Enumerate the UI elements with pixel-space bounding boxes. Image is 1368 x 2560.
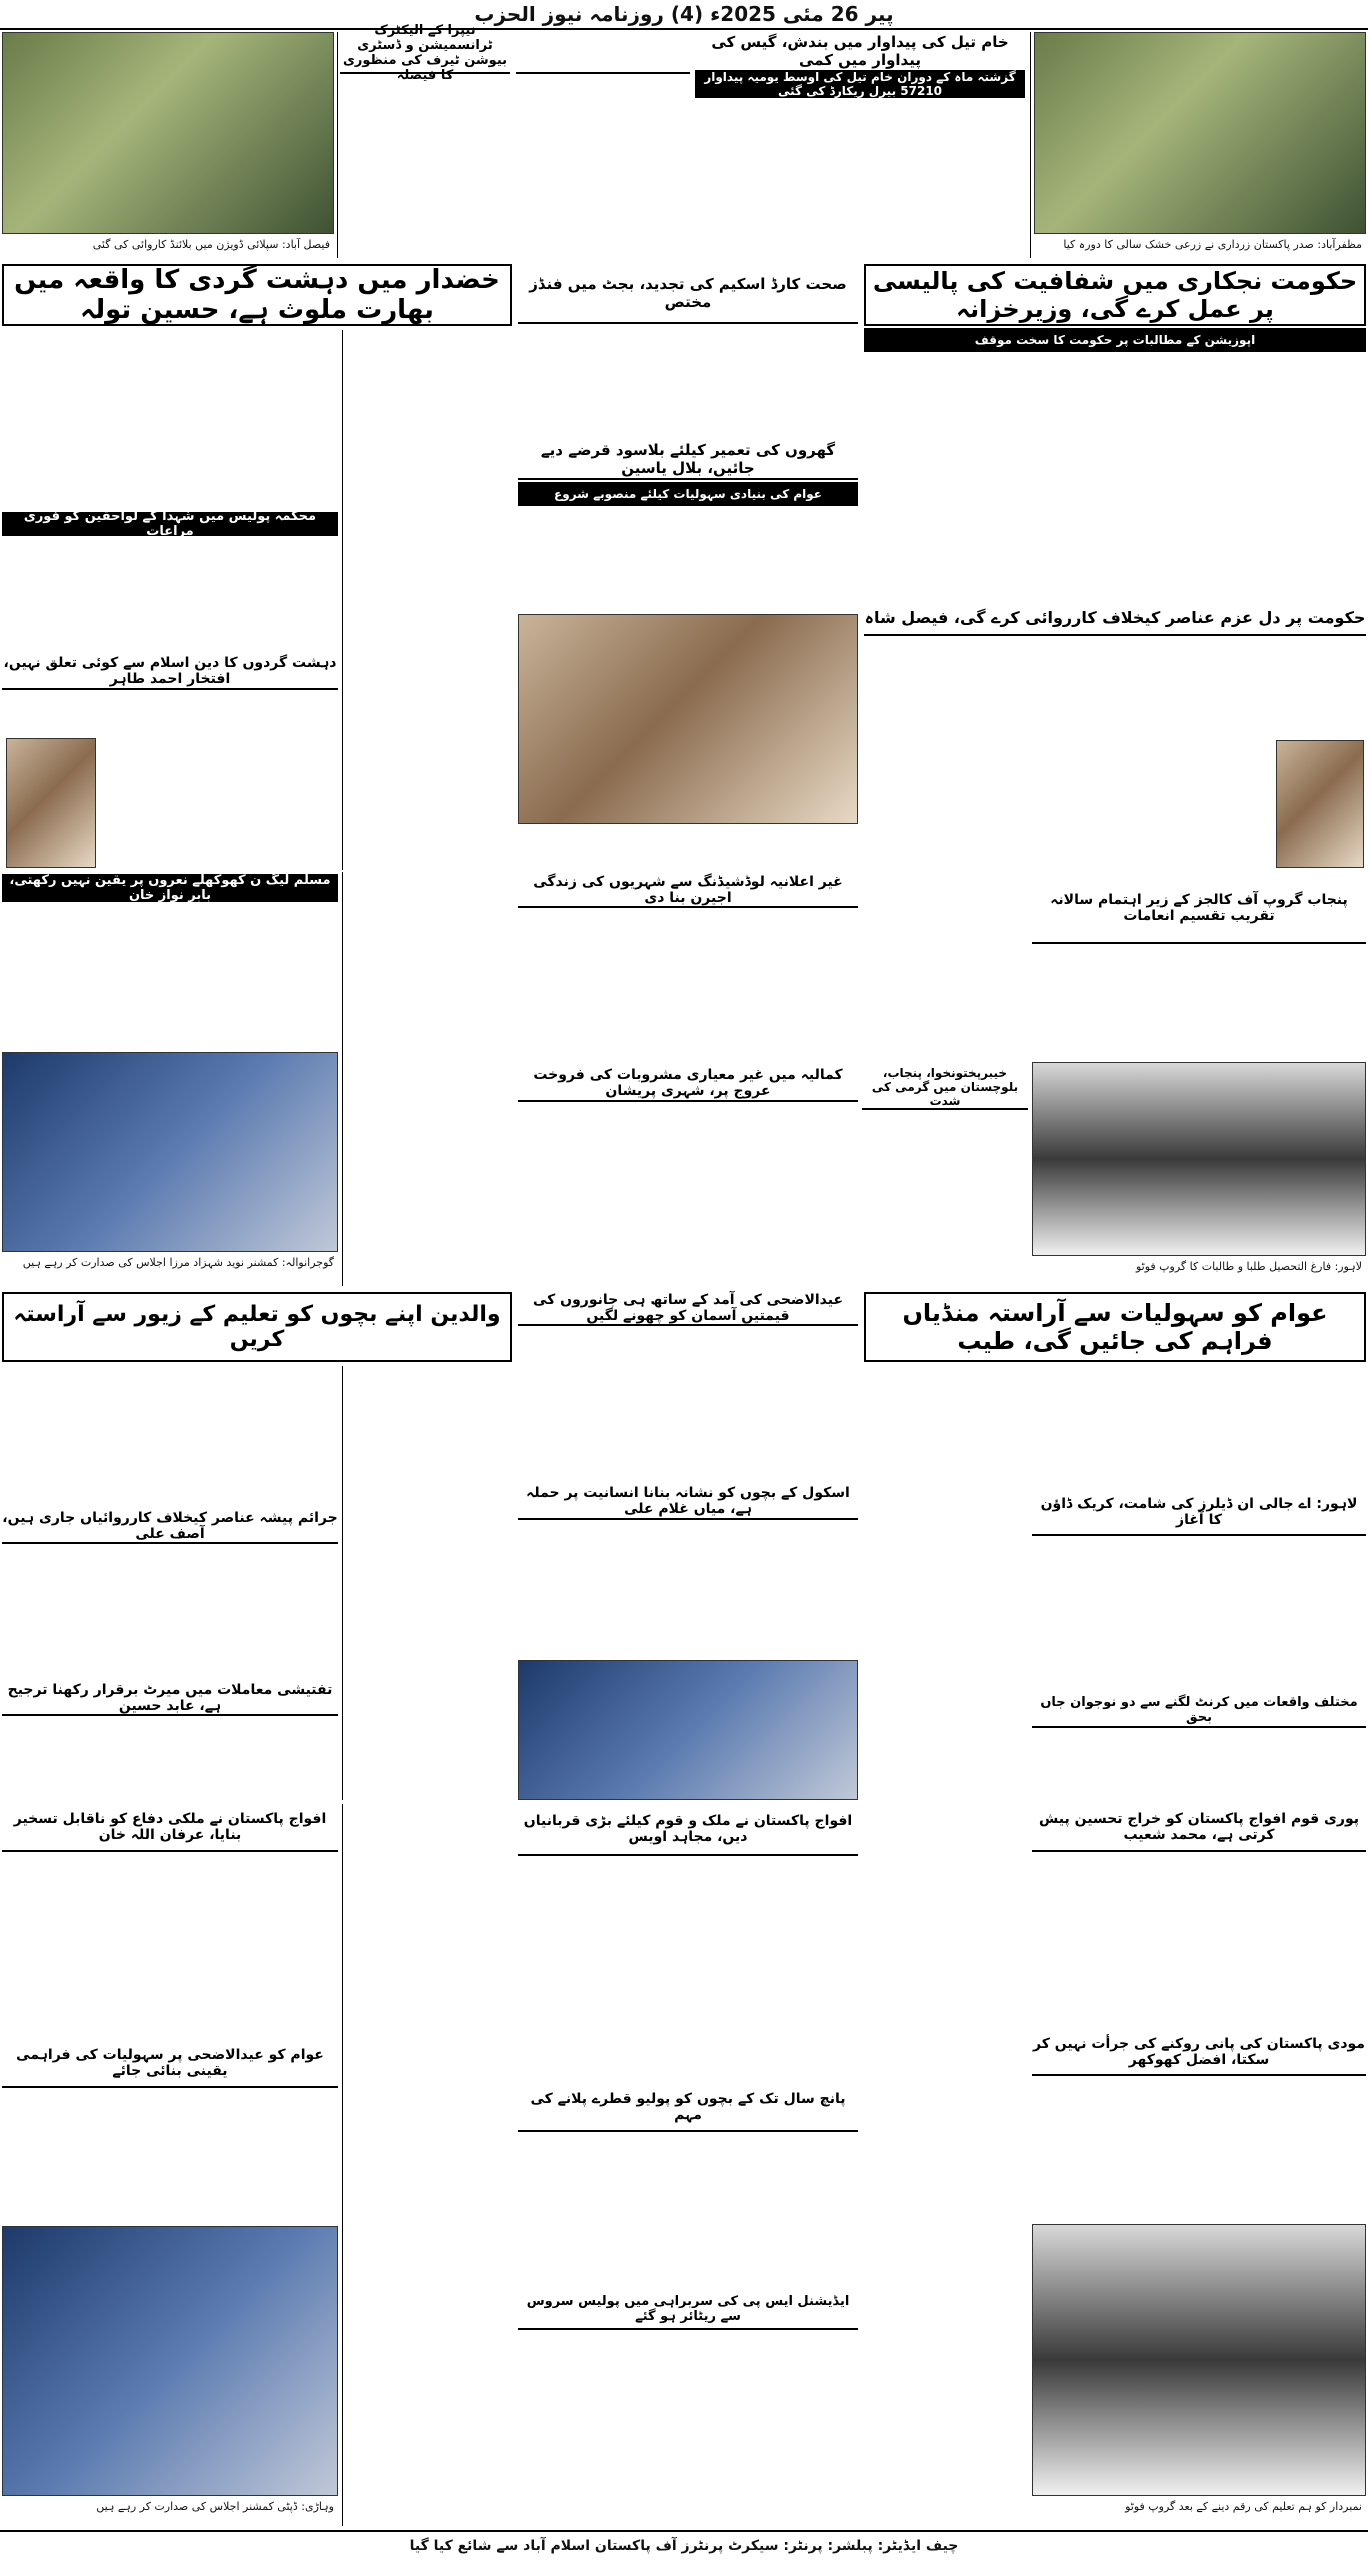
- article-body: [518, 1106, 858, 1284]
- article-body: [346, 874, 514, 1284]
- photo-award-ceremony: [1032, 2224, 1366, 2496]
- article-body: [518, 912, 858, 1062]
- article-body: [864, 640, 1272, 868]
- photo-graduates: [1032, 1062, 1366, 1256]
- headline-crackdown: لاہور: اے جالی ان ڈیلرز کی شامت، کریک ڈاؤن کا آغاز: [1032, 1490, 1366, 1536]
- headline-criminals-action: جرائم پیشہ عناصر کیخلاف کارروائیاں جاری ہیں، آصف علی: [2, 1510, 338, 1542]
- headline-polio-campaign: پانچ سال تک کے بچوں کو پولیو قطرے پلانے کی مہم: [518, 2084, 858, 2132]
- article-body: [862, 1112, 1028, 1284]
- headline-cattle-markets: عوام کو سہولیات سے آراستہ منڈیاں فراہم کی جائیں گی، طیب: [864, 1292, 1366, 1362]
- article-body: [346, 1804, 514, 2526]
- article-body: [695, 102, 1025, 258]
- column-rule: [342, 1366, 343, 1800]
- article-body: [1032, 1856, 1366, 2026]
- article-body: [862, 1804, 1028, 2526]
- article-body: [518, 2136, 858, 2286]
- headline-gas-production: خام تیل کی پیداوار میں بندش، گیس کی پیداوار میں کمی: [711, 33, 1009, 69]
- article-body: [1032, 1732, 1366, 1800]
- headline-armed-forces-defence: افواج پاکستان نے ملکی دفاع کو ناقابل تسخیر بنایا، عرفان اللہ خان: [2, 1804, 338, 1852]
- photo-demolition: [2, 32, 334, 234]
- headline-police-martyrs: محکمہ پولیس میں شہدا کے لواحقین کو فوری مراعات: [2, 512, 338, 536]
- article-body: [518, 1860, 858, 2080]
- article-body: [2, 1856, 338, 2036]
- caption-vehari: وہاڑی: ڈپٹی کمشنر اجلاس کی صدارت کر رہے ہیں: [96, 2500, 334, 2513]
- column-rule: [342, 330, 343, 870]
- article-body: [516, 78, 690, 258]
- headline-terrorists-islam: دہشت گردوں کا دین اسلام سے کوئی تعلق نہیں، افتخار احمد طاہر: [2, 654, 338, 690]
- photo-portrait: [6, 738, 96, 868]
- article-body: [2, 904, 338, 1050]
- article-body: [864, 1366, 1366, 1486]
- article-body: [862, 874, 1028, 1064]
- article-body: [518, 1524, 858, 1656]
- article-body: [518, 2334, 858, 2526]
- photo-field-visit: [1034, 32, 1366, 234]
- column-rule: [342, 872, 343, 1286]
- caption-award-ceremony: نمبردار کو ہم تعلیم کی رقم دینے کے بعد گروپ فوٹو: [1125, 2500, 1362, 2513]
- column-rule: [1030, 32, 1031, 258]
- article-body: [518, 1330, 858, 1480]
- headline-parents-education: والدین اپنے بچوں کو تعلیم کے زیور سے آراستہ کریں: [2, 1292, 512, 1362]
- headline-health-card: صحت کارڈ اسکیم کی تجدید، بجٹ میں فنڈز مختص: [518, 264, 858, 324]
- article-body: [340, 78, 510, 258]
- headline-action-elements: حکومت پر دل عزم عناصر کیخلاف کارروائی کرے گی، فیصل شاہ: [864, 600, 1366, 636]
- article-body: [2, 1366, 338, 1506]
- headline-retirement: ایڈیشنل ایس پی کی سربراہی میں پولیس سروس سے ریٹائر ہو گئے: [518, 2290, 858, 2330]
- subhead-gas-production: گزشتہ ماہ کے دوران خام تیل کی اوسط یومیہ پیداوار 57210 بیرل ریکارڈ کی گئی: [695, 70, 1025, 98]
- headline-electrocution: مختلف واقعات میں کرنٹ لگنے سے دو نوجوان جاں بحق: [1032, 1694, 1366, 1728]
- article-body: [2, 540, 338, 650]
- headline-grid-tariff: نیپرا کے الیکٹرک ٹرانسمیشن و ڈسٹری بیوشن ٹیرف کی منظوری کا فیصلہ: [340, 34, 510, 74]
- headline-punjab-colleges: پنجاب گروپ آف کالجز کے زیر اہتمام سالانہ تقریب تقسیم انعامات: [1032, 874, 1366, 944]
- article-body: [346, 330, 514, 870]
- headline-khuzdar: خضدار میں دہشت گردی کا واقعہ میں بھارت ملوث ہے، حسین تولہ: [2, 264, 512, 326]
- headline-school-children: اسکول کے بچوں کو نشانہ بنانا انسانیت پر حملہ ہے، میاں غلام علی: [518, 1484, 858, 1520]
- masthead-title: پیر 26 مئی 2025ء (4) روزنامہ نیوز الحزب: [474, 2, 894, 26]
- article-body: [518, 330, 858, 438]
- article-body: [2, 2092, 338, 2222]
- masthead: [0, 0, 1368, 30]
- headline-loadshedding: غیر اعلانیہ لوڈشیڈنگ سے شہریوں کی زندگی اجیرن بنا دی: [518, 874, 858, 908]
- photo-conference: [518, 1660, 858, 1800]
- photo-vehari-meeting: [2, 2226, 338, 2496]
- article-body: [2, 1548, 338, 1678]
- article-body: [346, 1366, 514, 1800]
- subhead-public-facilities: عوام کی بنیادی سہولیات کیلئے منصوبے شروع: [518, 482, 858, 506]
- headline-investigations-merit: تفتیشی معاملات میں میرٹ برقرار رکھنا ترجیح ہے، عابد حسین: [2, 1682, 338, 1716]
- article-body: [518, 508, 858, 612]
- article-body: [1032, 2080, 1366, 2220]
- article-body: [862, 1490, 1028, 1800]
- photo-meeting-gujranwala: [2, 1052, 338, 1252]
- headline-grid-tariff-cont: [516, 34, 690, 74]
- headline-heatwave: خیبرپختونخوا، پنجاب، بلوچستان میں گرمی کی شدت: [862, 1066, 1028, 1110]
- caption-gujranwala: گوجرانوالہ: کمشنر نوید شہزاد مرزا اجلاس کی صدارت کر رہے ہیں: [22, 1256, 334, 1269]
- article-body: [864, 356, 1366, 596]
- photo-inspection: [518, 614, 858, 824]
- caption-graduates: لاہور: فارغ التحصیل طلبا و طالبات کا گروپ فوٹو: [1135, 1260, 1362, 1273]
- article-body: [2, 1720, 338, 1800]
- headline-substandard-drinks: کمالیہ میں غیر معیاری مشروبات کی فروخت عروج پر، شہری پریشان: [518, 1066, 858, 1102]
- headline-eid-animals: عیدالاضحی کی آمد کے ساتھ ہی جانوروں کی قیمتیں آسمان کو چھونے لگیں: [518, 1292, 858, 1326]
- headline-privatisation: حکومت نجکاری میں شفافیت کی پالیسی پر عمل کرے گی، وزیرخزانہ: [864, 264, 1366, 326]
- headline-modi-water: مودی پاکستان کی پانی روکنے کی جرأت نہیں کر سکتا، افضل کھوکھر: [1032, 2030, 1366, 2076]
- article-body: [1032, 948, 1366, 1058]
- headline-interest-free-loans: گھروں کی تعمیر کیلئے بلاسود قرضے دیے جائیں، بلال یاسین: [518, 440, 858, 480]
- column-rule: [342, 1804, 343, 2526]
- article-body: [1032, 1540, 1366, 1690]
- photo-portrait-right: [1276, 740, 1364, 868]
- caption-photo-right: مظفرآباد: صدر پاکستان زرداری نے زرعی خشک سالی کا دورہ کیا: [1063, 238, 1362, 251]
- subhead-opposition: اپوزیشن کے مطالبات پر حکومت کا سخت موقف: [864, 328, 1366, 352]
- article-body: [2, 330, 338, 510]
- headline-eid-facilities: عوام کو عیدالاضحی پر سہولیات کی فراہمی یقینی بنائی جائے: [2, 2040, 338, 2088]
- caption-photo-left: فیصل آباد: سپلائی ڈویژن میں بلائنڈ کاروائی کی گئی: [92, 238, 330, 251]
- imprint-text: چیف ایڈیٹر: پبلشر: پرنٹر: سیکرٹ پرنٹرز آف پاکستان اسلام آباد سے شائع کیا گیا: [409, 2538, 959, 2554]
- headline-nation-tribute: پوری قوم افواج پاکستان کو خراج تحسین پیش کرتی ہے، محمد شعیب: [1032, 1804, 1366, 1852]
- column-rule: [337, 32, 338, 258]
- headline-pml-n: مسلم لیگ ن کھوکھلے نعروں پر یقین نہیں رکھتی، بابر نواز خان: [2, 874, 338, 902]
- headline-armed-forces-sacrifices: افواج پاکستان نے ملک و قوم کیلئے بڑی قربانیاں دیں، مجاہد اویس: [518, 1804, 858, 1856]
- article-body: [100, 694, 338, 868]
- imprint-line: [0, 2530, 1368, 2560]
